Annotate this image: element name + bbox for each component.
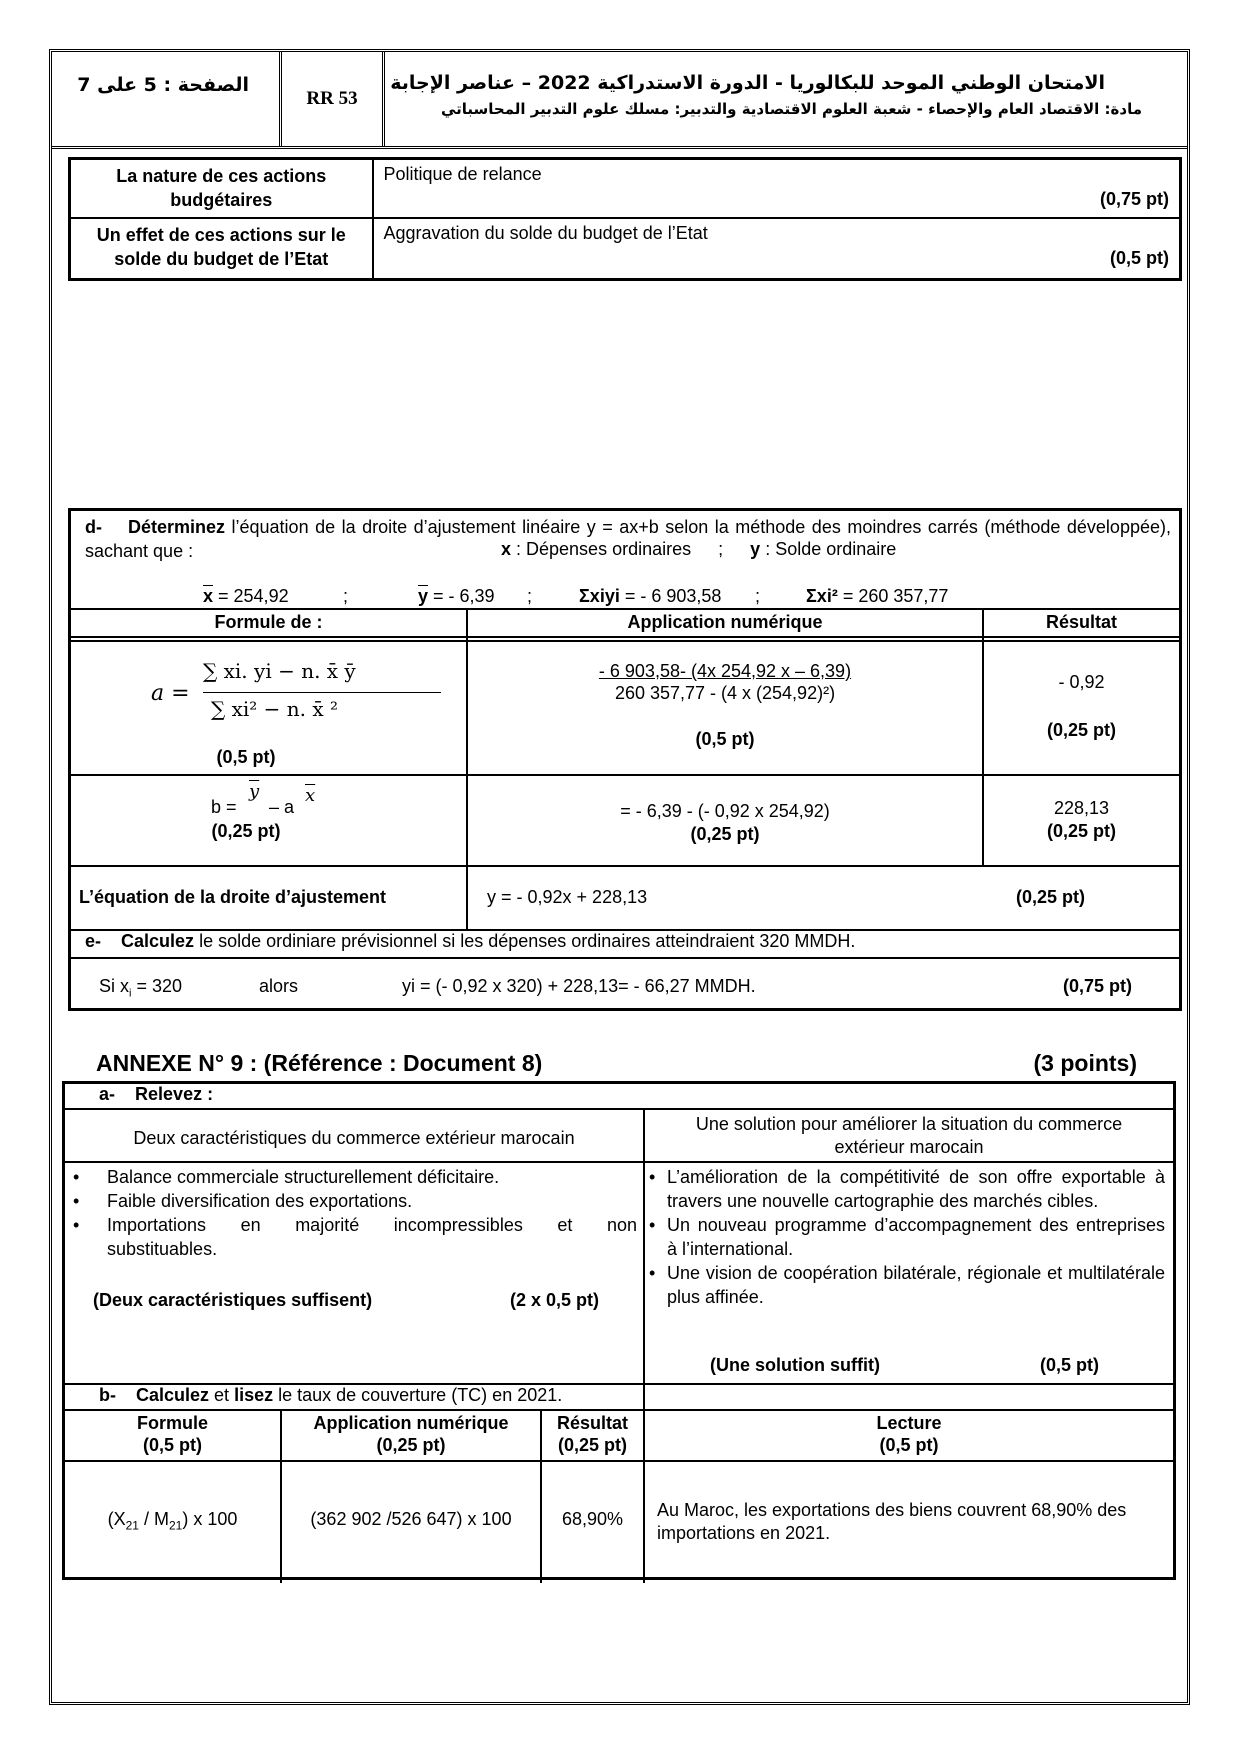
table-row bbox=[70, 218, 1181, 280]
page-header bbox=[52, 52, 1187, 149]
result-b: 228,13 bbox=[1053, 798, 1110, 818]
variable-definitions bbox=[501, 539, 896, 560]
list-item: • Un nouveau programme d’accompagnement des entreprises à l’international. bbox=[645, 1213, 1165, 1261]
formula-b-mid: – a bbox=[269, 797, 295, 817]
col-header-solution: Une solution pour améliorer la situation du commerce extérieur marocain bbox=[695, 1114, 1123, 1157]
exam-title-box bbox=[385, 52, 1187, 146]
question-text: l’équation de la droite d’ajustement linéaire y = ax+b selon la méthode des moindres carrés (méthode développée), sachant que : bbox=[85, 517, 1171, 561]
col-header-result: Résultat (0,25 pt) bbox=[556, 1413, 628, 1455]
question-text: le solde ordiniare prévisionnel si les dépenses ordinaires atteindraient 320 MMDH. bbox=[194, 931, 856, 951]
separator: ; bbox=[527, 586, 533, 606]
row-points: (0,5 pt) bbox=[1109, 247, 1169, 268]
coverage-app: (362 902 /526 647) x 100 bbox=[310, 1509, 512, 1529]
coverage-formula: $(X_{21} / M_{21})$ x 100 bbox=[107, 1509, 238, 1533]
col-header-formula: Formule de : bbox=[214, 612, 323, 632]
annex-a-title: a- Relevez : bbox=[99, 1084, 214, 1104]
col-header-app: Application numérique (0,25 pt) bbox=[313, 1413, 509, 1455]
equation-value: y = - 0,92x + 228,13 bbox=[487, 887, 648, 907]
list-item: • Balance commerciale structurellement déficitaire. bbox=[65, 1165, 637, 1189]
annex-b-question: b- Calculez et lisez le taux de couverture (TC) en 2021. bbox=[99, 1385, 563, 1405]
y-def: : Solde ordinaire bbox=[760, 539, 897, 559]
sum-x2: Σxi² = 260 357,77 bbox=[806, 586, 949, 606]
col-header-app: Application numérique bbox=[627, 612, 823, 632]
exam-title: الامتحان الوطني الموحد للبكالوريا - الدورة الاستدراكية 2022 – عناصر الإجابة bbox=[390, 72, 1105, 94]
app-b-points: (0,25 pt) bbox=[690, 824, 760, 844]
row-label: Un effet de ces actions sur le solde du budget de l’Etat bbox=[70, 218, 373, 280]
app-a-numerator: - 6 903,58- (4x 254,92 x – 6,39) bbox=[598, 661, 852, 681]
formula-b-xbar: $\overline{x}$ bbox=[305, 785, 316, 806]
result-a-points: (0,25 pt) bbox=[1046, 720, 1116, 740]
list-item: • Une vision de coopération bilatérale, régionale et multilatérale plus affinée. bbox=[645, 1261, 1165, 1309]
characteristics-points: (2 x 0,5 pt) bbox=[510, 1290, 600, 1310]
result-a: - 0,92 bbox=[1058, 672, 1105, 692]
row-value-cell bbox=[373, 159, 1181, 218]
separator: ; bbox=[718, 539, 724, 559]
annex-points: (3 points) bbox=[1033, 1050, 1137, 1076]
table-row bbox=[70, 159, 1181, 218]
col-header-reading: Lecture (0,5 pt) bbox=[876, 1413, 942, 1455]
sum-xy: Σxiyi = - 6 903,58 bbox=[579, 586, 722, 606]
x-def: : Dépenses ordinaires bbox=[511, 539, 692, 559]
forecast-calc: yi = (- 0,92 x 320) + 228,13= - 66,27 MMDH. bbox=[402, 976, 756, 996]
coverage-reading: Au Maroc, les exportations des biens couvrent 68,90% des importations en 2021. bbox=[657, 1500, 1127, 1543]
formula-b bbox=[211, 781, 411, 825]
section-e-question bbox=[85, 931, 855, 952]
result-b-points: (0,25 pt) bbox=[1046, 821, 1116, 841]
exam-code: RR 53 bbox=[282, 52, 385, 146]
x-def-label: x bbox=[501, 539, 512, 559]
row-value-cell bbox=[373, 218, 1181, 280]
annex-title: ANNEXE N° 9 : (Référence : Document 8) bbox=[96, 1050, 543, 1076]
app-b: = - 6,39 - (- 0,92 x 254,92) bbox=[620, 801, 830, 821]
characteristics-list bbox=[65, 1165, 637, 1261]
formula-a-lhs: a = bbox=[151, 681, 190, 706]
question-verb: Calculez bbox=[121, 931, 195, 951]
y-def-label: y bbox=[750, 539, 761, 559]
list-item: • L’amélioration de la compétitivité de son offre exportable à travers une nouvelle cartographie des marchés cibles. bbox=[645, 1165, 1165, 1213]
list-item: • Faible diversification des exportations. bbox=[65, 1189, 637, 1213]
page-number: الصفحة : 5 على 7 bbox=[77, 74, 249, 96]
row-label: La nature de ces actions budgétaires bbox=[70, 159, 373, 218]
solutions-list bbox=[645, 1165, 1165, 1309]
formula-b-points: (0,25 pt) bbox=[211, 821, 281, 841]
section-d-box bbox=[68, 508, 1182, 1011]
page-number-box bbox=[52, 52, 282, 146]
separator: ; bbox=[343, 586, 349, 606]
col-header-characteristics: Deux caractéristiques du commerce extérieur marocain bbox=[133, 1128, 575, 1148]
annex-9-box bbox=[62, 1081, 1176, 1580]
forecast-points: (0,75 pt) bbox=[1063, 976, 1133, 996]
formula-a-numerator: ∑ xi. yi − n. x̄ ȳ bbox=[203, 659, 356, 683]
budget-actions-table bbox=[68, 157, 1182, 281]
row-value: Politique de relance bbox=[383, 164, 542, 184]
formula-b-prefix: b = bbox=[211, 797, 237, 817]
formula-a-denominator: ∑ xi² − n. x̄ ² bbox=[211, 697, 339, 721]
row-points: (0,75 pt) bbox=[1099, 189, 1169, 209]
col-header-formula: Formule (0,5 pt) bbox=[136, 1413, 208, 1455]
app-a-denominator: 260 357,77 - (4 x (254,92)²) bbox=[614, 683, 836, 703]
question-letter: e- bbox=[85, 931, 102, 951]
solution-note: (Une solution suffit) bbox=[710, 1355, 880, 1375]
equation-label: L’équation de la droite d’ajustement bbox=[79, 887, 387, 907]
then-word: alors bbox=[259, 976, 299, 996]
exam-subtitle: مادة: الاقتصاد العام والإحصاء - شعبة العلوم الاقتصادية والتدبير: مسلك علوم التدبير المحاسباتي bbox=[440, 100, 1142, 118]
app-a-points: (0,5 pt) bbox=[695, 729, 755, 749]
characteristics-note: (Deux caractéristiques suffisent) bbox=[93, 1290, 373, 1310]
formula-b-ybar: $\overline{y}$ bbox=[249, 781, 260, 802]
mean-y: $\overline{y}$ = - 6,39 bbox=[418, 586, 495, 606]
solution-points: (0,5 pt) bbox=[1040, 1355, 1100, 1375]
question-letter: d- bbox=[85, 517, 102, 537]
question-verb: Déterminez bbox=[127, 517, 226, 537]
formula-a-points: (0,5 pt) bbox=[216, 747, 276, 767]
coverage-result: 68,90% bbox=[561, 1509, 624, 1529]
row-value: Aggravation du solde du budget de l’Etat bbox=[383, 222, 708, 243]
condition: Si $x_i = 320$ bbox=[99, 976, 183, 1000]
equation-points: (0,25 pt) bbox=[1016, 887, 1086, 907]
col-header-result: Résultat bbox=[1045, 612, 1117, 632]
mean-x: $\overline{x} = 254,92$ bbox=[203, 586, 289, 606]
separator: ; bbox=[755, 586, 761, 606]
list-item: • Importations en majorité incompressibles et non substituables. bbox=[65, 1213, 637, 1261]
